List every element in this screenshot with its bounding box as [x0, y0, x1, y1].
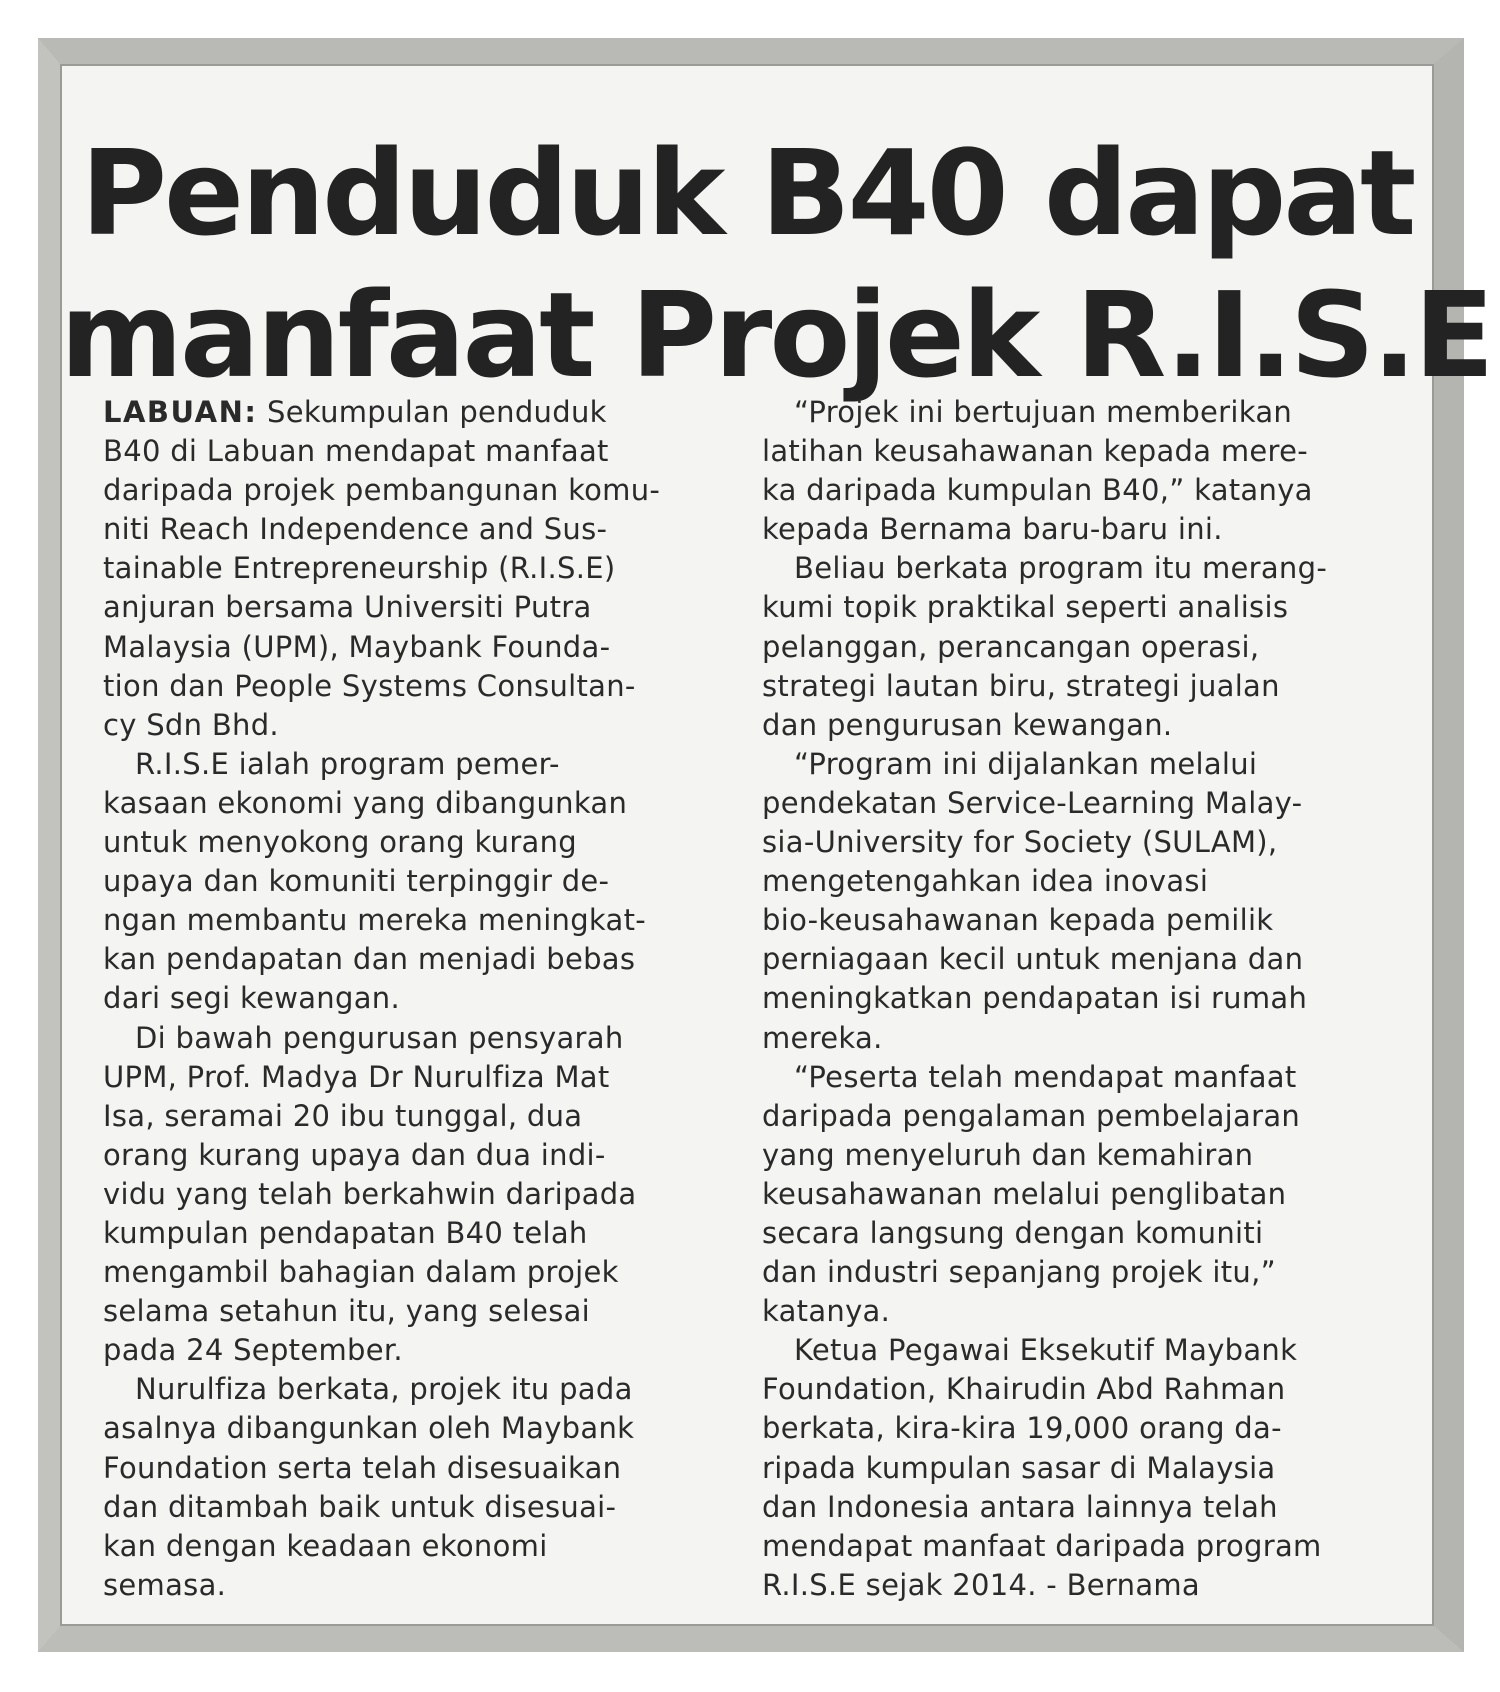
article-line	[103, 901, 723, 940]
article-line	[103, 745, 723, 784]
article-line	[103, 667, 723, 706]
article-line-text: vidu yang telah berkahwin daripada	[103, 1176, 637, 1211]
article-line-text: Foundation serta telah disesuaikan	[103, 1450, 622, 1485]
article-line	[762, 1019, 1402, 1058]
article-line	[762, 1097, 1402, 1136]
article-line	[103, 979, 723, 1018]
article-line-text: Beliau berkata program itu merang-	[794, 551, 1328, 586]
article-line-text: daripada pengalaman pembelajaran	[762, 1098, 1301, 1133]
article-line-text: Di bawah pengurusan pensyarah	[135, 1020, 624, 1055]
article-line	[103, 1097, 723, 1136]
article-line	[762, 1175, 1402, 1214]
article-line	[762, 901, 1402, 940]
article-line-text: katanya.	[762, 1294, 891, 1329]
article-line-text: dari segi kewangan.	[103, 981, 400, 1016]
article-line	[103, 1449, 723, 1488]
article-line-text: cy Sdn Bhd.	[103, 707, 279, 742]
article-line-text: berkata, kira-kira 19,000 orang da-	[762, 1411, 1282, 1446]
article-line	[762, 667, 1402, 706]
article-line-text: strategi lautan biru, strategi jualan	[762, 668, 1280, 703]
article-line-text: dan industri sepanjang projek itu,”	[762, 1255, 1276, 1290]
article-line-text: Foundation, Khairudin Abd Rahman	[762, 1372, 1286, 1407]
article-line-text: kumpulan pendapatan B40 telah	[103, 1215, 588, 1250]
article-line-text: R.I.S.E sejak 2014. - Bernama	[762, 1567, 1201, 1602]
article-line	[103, 1019, 723, 1058]
article-line-text: pendekatan Service-Learning Malay-	[762, 785, 1303, 820]
article-line-text: sia-University for Society (SULAM),	[762, 825, 1278, 860]
article-line-text: orang kurang upaya dan dua indi-	[103, 1137, 606, 1172]
article-line	[762, 1409, 1402, 1448]
article-line	[762, 823, 1402, 862]
article-line-text: yang menyeluruh dan kemahiran	[762, 1137, 1254, 1172]
article-line	[762, 1214, 1402, 1253]
article-line-text: kasaan ekonomi yang dibangunkan	[103, 785, 628, 820]
article-line	[762, 1058, 1402, 1097]
article-line-text: pada 24 September.	[103, 1333, 403, 1368]
article-line-text: selama setahun itu, yang selesai	[103, 1294, 591, 1329]
article-line	[762, 393, 1402, 432]
article-line	[762, 706, 1402, 745]
article-line	[103, 1527, 723, 1566]
article-line-text: kepada Bernama baru-baru ini.	[762, 512, 1223, 547]
article-line	[762, 1527, 1402, 1566]
article-line	[103, 588, 723, 627]
article-line	[103, 1409, 723, 1448]
article-line	[103, 1292, 723, 1331]
article-line	[762, 588, 1402, 627]
article-line-text: “Projek ini bertujuan memberikan	[794, 395, 1293, 429]
article-line	[103, 1058, 723, 1097]
article-line-text: asalnya dibangunkan oleh Maybank	[103, 1411, 635, 1446]
article-line	[103, 1566, 723, 1605]
article-line	[762, 1292, 1402, 1331]
article-line	[762, 628, 1402, 667]
article-line	[103, 784, 723, 823]
article-line-text: mendapat manfaat daripada program	[762, 1528, 1322, 1563]
article-line-text: “Peserta telah mendapat manfaat	[794, 1059, 1297, 1094]
article-line-text: dan ditambah baik untuk disesuai-	[103, 1489, 617, 1524]
article-line-text: “Program ini dijalankan melalui	[794, 746, 1258, 781]
article-line-text: secara langsung dengan komuniti	[762, 1215, 1264, 1250]
article-line	[103, 628, 723, 667]
newspaper-clipping	[38, 38, 1492, 1652]
article-line	[762, 510, 1402, 549]
article-line	[103, 1214, 723, 1253]
article-column-left	[103, 393, 723, 1605]
article-line-text: tainable Entrepreneurship (R.I.S.E)	[103, 551, 616, 586]
article-line	[103, 1253, 723, 1292]
article-line-text: meningkatkan pendapatan isi rumah	[762, 981, 1308, 1016]
dateline: LABUAN:	[103, 395, 258, 429]
article-line-text: perniagaan kecil untuk menjana dan	[762, 942, 1304, 977]
article-line	[103, 823, 723, 862]
article-line	[762, 1566, 1402, 1605]
article-line	[103, 471, 723, 510]
article-line	[762, 1136, 1402, 1175]
article-line	[103, 432, 723, 471]
article-line-text: tion dan People Systems Consultan-	[103, 668, 636, 703]
article-line-text: B40 di Labuan mendapat manfaat	[103, 434, 609, 469]
article-line	[103, 1331, 723, 1370]
article-line	[762, 979, 1402, 1018]
article-line	[103, 393, 723, 432]
article-line	[103, 549, 723, 588]
article-line	[762, 862, 1402, 901]
article-line	[762, 549, 1402, 588]
article-line	[762, 1370, 1402, 1409]
article-line-text: mengambil bahagian dalam projek	[103, 1255, 619, 1290]
article-line-text: Nurulfiza berkata, projek itu pada	[135, 1372, 633, 1407]
article-line-text: dan Indonesia antara lainnya telah	[762, 1489, 1278, 1524]
article-line	[762, 940, 1402, 979]
article-line	[103, 706, 723, 745]
article-line-text: dan pengurusan kewangan.	[762, 707, 1173, 742]
article-line	[762, 1331, 1402, 1370]
article-line-text: niti Reach Independence and Sus-	[103, 512, 608, 547]
article-line	[103, 1370, 723, 1409]
article-line-text: ngan membantu mereka meningkat-	[103, 903, 647, 938]
article-line	[762, 1253, 1402, 1292]
article-line-text: ka daripada kumpulan B40,” katanya	[762, 473, 1313, 508]
article-line-text: pelanggan, perancangan operasi,	[762, 629, 1260, 664]
article-line	[103, 510, 723, 549]
article-line-text: mengetengahkan idea inovasi	[762, 864, 1209, 899]
article-line	[762, 471, 1402, 510]
article-line	[762, 432, 1402, 471]
article-line	[762, 784, 1402, 823]
article-line-text: untuk menyokong orang kurang	[103, 825, 578, 860]
article-line	[103, 1488, 723, 1527]
article-line-text: daripada projek pembangunan komu-	[103, 473, 661, 508]
article-line	[762, 1488, 1402, 1527]
article-column-right	[762, 393, 1402, 1605]
article-line-text: mereka.	[762, 1020, 883, 1055]
article-line	[762, 745, 1402, 784]
article-line-text: ripada kumpulan sasar di Malaysia	[762, 1450, 1276, 1485]
headline-line-1: Penduduk B40 dapat	[80, 124, 1414, 262]
article-line-text: Isa, seramai 20 ibu tunggal, dua	[103, 1098, 583, 1133]
article-line-text: keusahawanan melalui penglibatan	[762, 1176, 1287, 1211]
article-line-text: R.I.S.E ialah program pemer-	[135, 746, 560, 781]
article-line-text: latihan keusahawanan kepada mere-	[762, 434, 1309, 469]
article-line-text: Malaysia (UPM), Maybank Founda-	[103, 629, 611, 664]
article-line-text: kumi topik praktikal seperti analisis	[762, 590, 1289, 625]
article-line-text: Sekumpulan penduduk	[257, 395, 607, 429]
headline-line-2: manfaat Projek R.I.S.E	[60, 266, 1492, 404]
article-line	[103, 940, 723, 979]
article-line	[103, 1136, 723, 1175]
article-line	[103, 862, 723, 901]
article-line-text: anjuran bersama Universiti Putra	[103, 590, 592, 625]
article-line-text: semasa.	[103, 1567, 227, 1602]
article-line-text: UPM, Prof. Madya Dr Nurulfiza Mat	[103, 1059, 610, 1094]
article-line-text: Ketua Pegawai Eksekutif Maybank	[794, 1333, 1298, 1368]
article-line-text: bio-keusahawanan kepada pemilik	[762, 903, 1274, 938]
article-line-text: kan dengan keadaan ekonomi	[103, 1528, 548, 1563]
article-line	[762, 1449, 1402, 1488]
article-line	[103, 1175, 723, 1214]
article-line-text: upaya dan komuniti terpinggir de-	[103, 864, 610, 899]
article-line-text: kan pendapatan dan menjadi bebas	[103, 942, 636, 977]
